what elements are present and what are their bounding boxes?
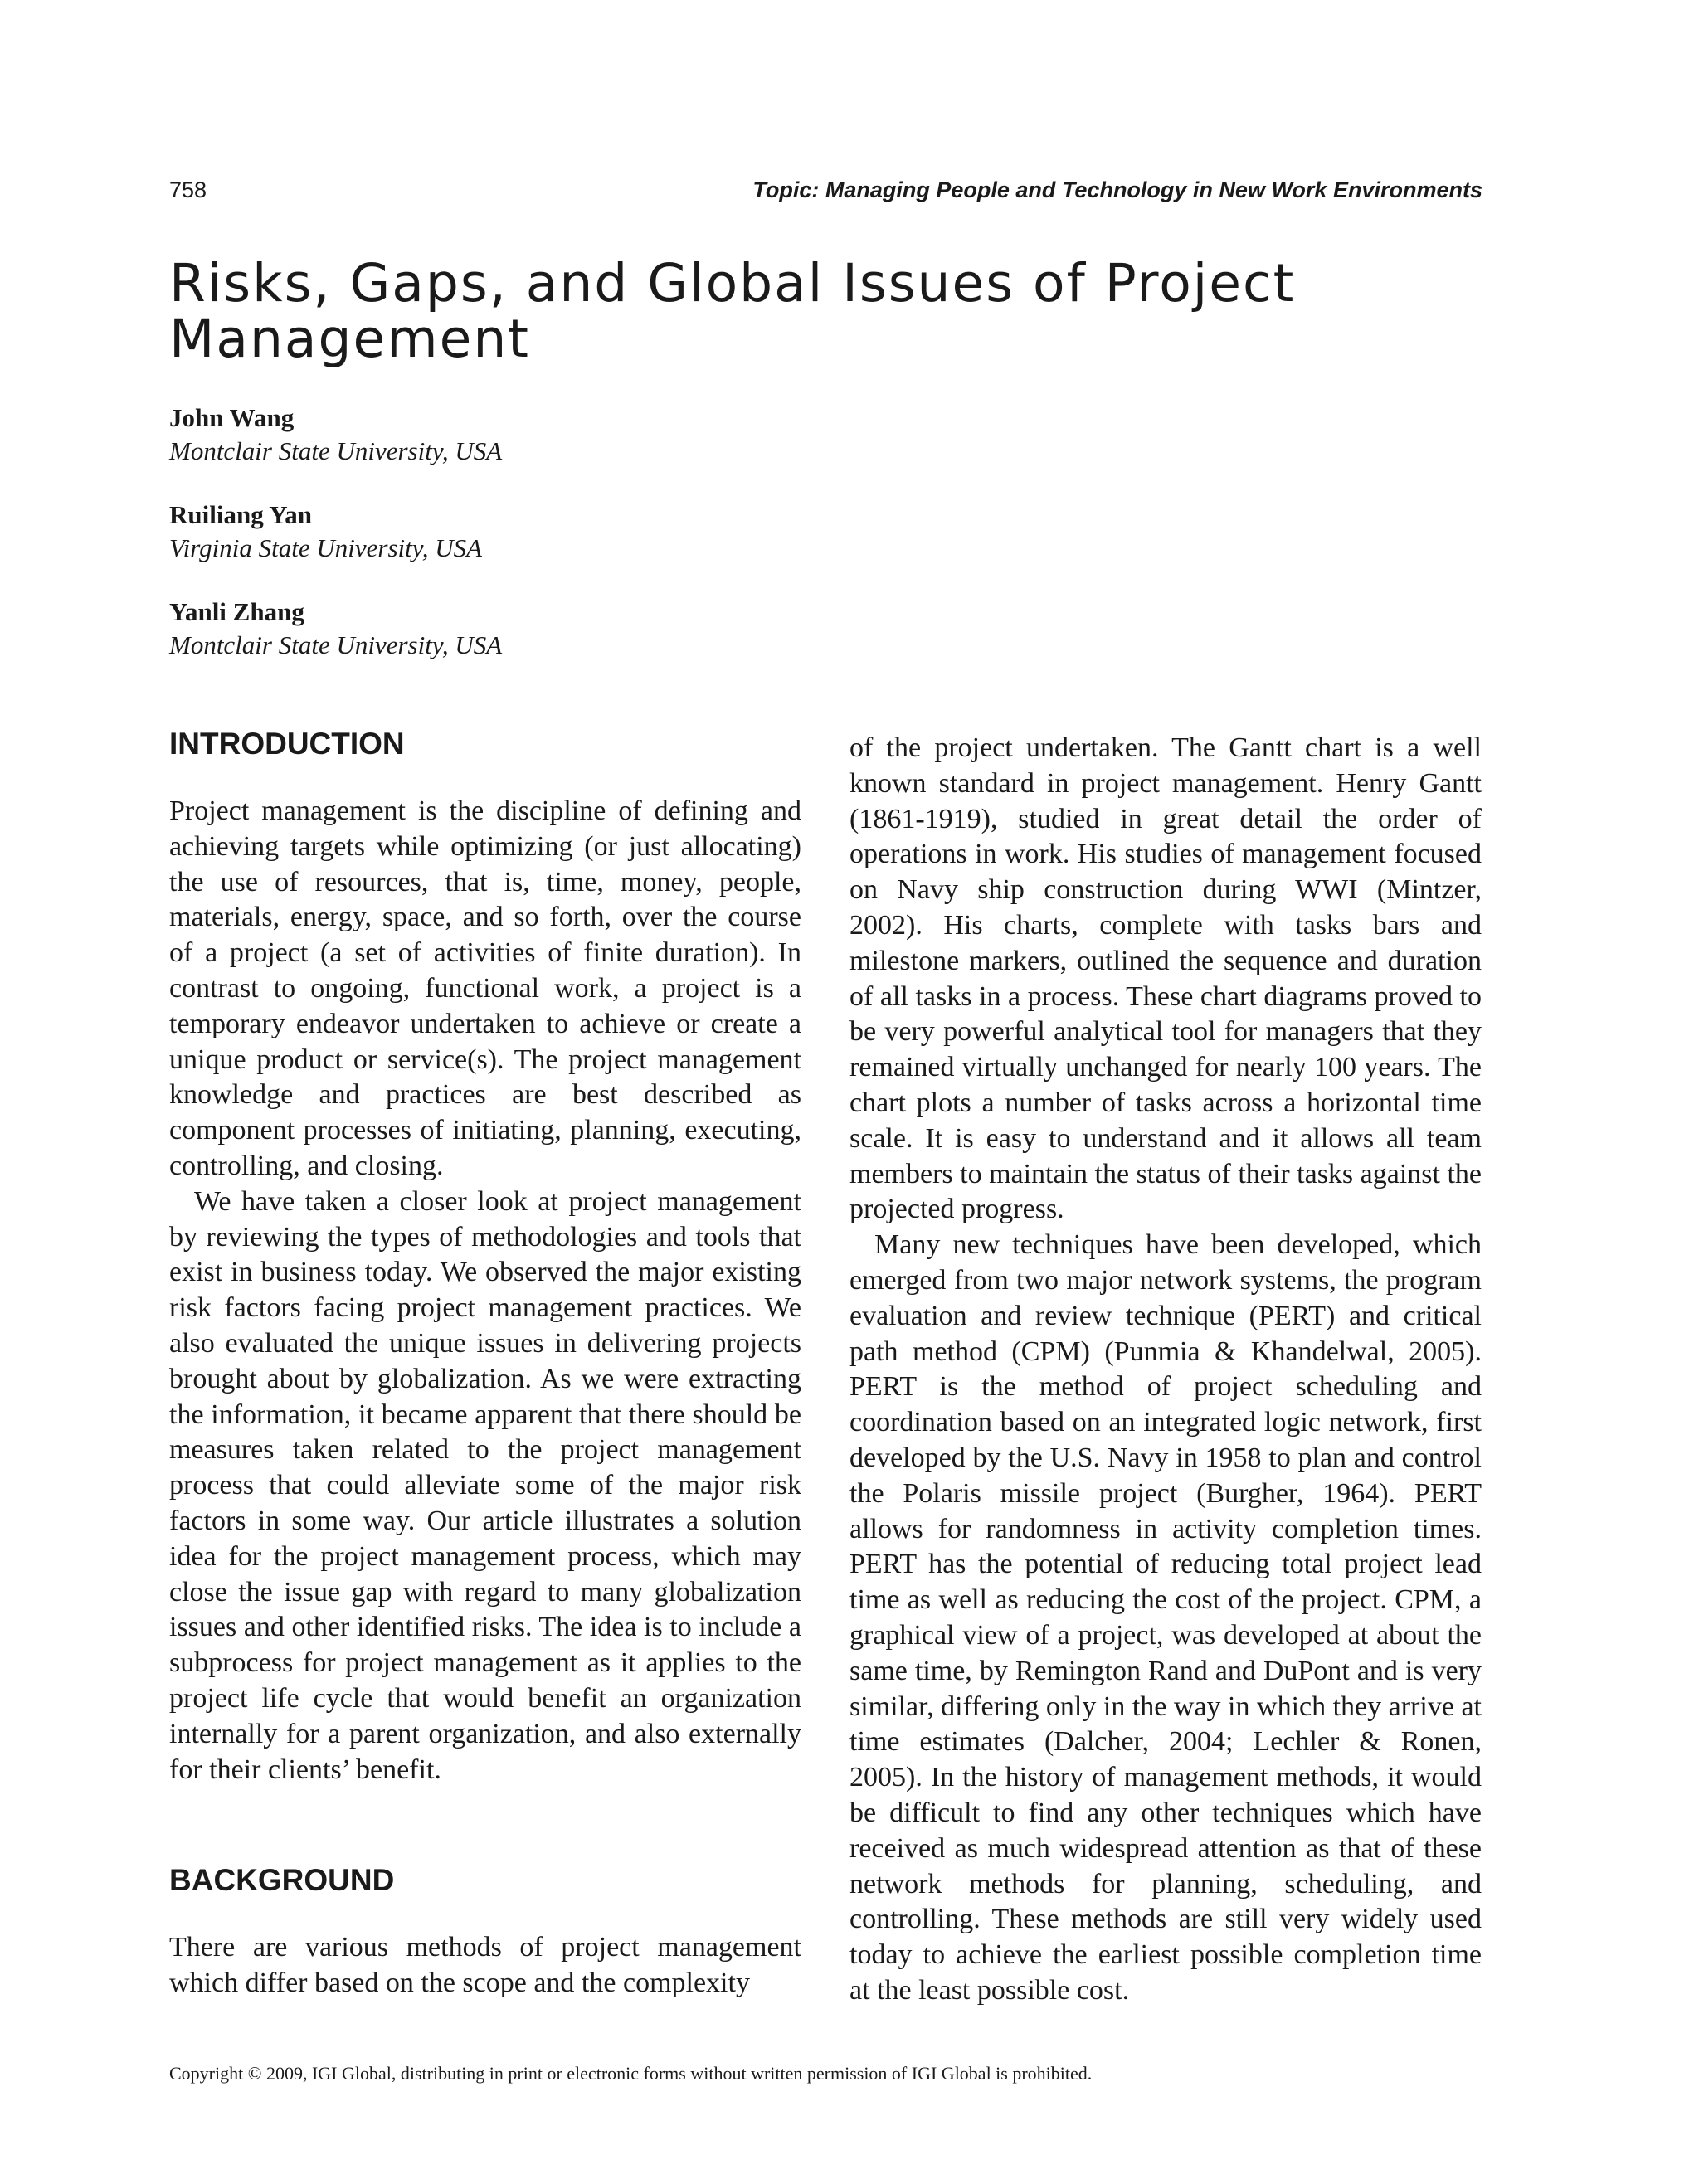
article-title: Risks, Gaps, and Global Issues of Project Management	[169, 253, 1296, 369]
author-list	[169, 401, 916, 693]
author-name: John Wang	[169, 403, 295, 432]
author-affiliation: Virginia State University, USA	[169, 533, 483, 562]
background-paragraph: of the project undertaken. The Gantt chart is a well known standard in project management. Henry Gantt (1861-1919), studied in great detail the order of operations in work. His studies of management focused on Navy ship construction during WWI (Mintzer, 2002). His charts, complete with tasks bars and milestone markers, outlined the sequence and duration of all tasks in a process. These chart diagrams proved to be very powerful analytical tool for managers that they remained virtually unchanged for nearly 100 years. The chart plots a number of tasks across a horizontal time scale. It is easy to understand and it allows all team members to maintain the status of their tasks against the projected progress.	[850, 732, 1482, 1225]
right-column	[850, 731, 1482, 2009]
background-heading: BACKGROUND	[169, 1863, 395, 1898]
copyright-notice: Copyright © 2009, IGI Global, distributing in print or electronic forms without written permission of IGI Global is prohibited.	[169, 2063, 1093, 2084]
author-affiliation: Montclair State University, USA	[169, 436, 503, 465]
background-paragraph: Many new techniques have been developed, which emerged from two major network systems, the program evaluation and review technique (PERT) and critical path method (CPM) (Punmia & Khandelwal, 2005). PERT is the method of project scheduling and coordination based on an integrated logic network, first developed by the U.S. Navy in 1958 to plan and control the Polaris missile project (Burgher, 1964). PERT allows for randomness in activity completion times. PERT has the potential of reducing total project lead time as well as reducing the cost of the project. CPM, a graphical view of a project, was developed at about the same time, by Remington Rand and DuPont and is very similar, differing only in the way in which they arrive at time estimates (Dalcher, 2004; Lechler & Ronen, 2005). In the history of management methods, it would be difficult to find any other techniques which have received as much widespread attention as that of these network methods for planning, scheduling, and controlling. These methods are still very widely used today to achieve the earliest possible completion time at the least possible cost.	[850, 1229, 1482, 2006]
introduction-heading: INTRODUCTION	[169, 727, 405, 761]
left-column	[169, 726, 801, 2002]
author-affiliation: Montclair State University, USA	[169, 630, 503, 659]
author-block	[169, 499, 916, 565]
running-head: Topic: Managing People and Technology in New Work Environments	[752, 178, 1482, 202]
author-name: Yanli Zhang	[169, 597, 304, 626]
page-number: 758	[169, 178, 207, 202]
introduction-paragraph: Project management is the discipline of defining and achieving targets while optimizing (or just allocating) the use of resources, that is, time, money, people, materials, energy, space, and so forth, over the course of a project (a set of activities of finite duration). In contrast to ongoing, functional work, a project is a temporary endeavor undertaken to achieve or create a unique product or service(s). The project management knowledge and practices are best described as component processes of initiating, planning, executing, controlling, and closing.	[169, 795, 801, 1181]
introduction-paragraph: We have taken a closer look at project management by reviewing the types of methodologies and tools that exist in business today. We observed the major existing risk factors facing project management practices. We also evaluated the unique issues in delivering projects brought about by globalization. As we were extracting the information, it became apparent that there should be measures taken related to the project management process that could alleviate some of the major risk factors in some way. Our article illustrates a solution idea for the project management process, which may close the issue gap with regard to many globalization issues and other identified risks. The idea is to include a subprocess for project management as it applies to the project life cycle that would benefit an organization internally for a parent organization, and also externally for their clients’ benefit.	[169, 1185, 801, 1785]
background-paragraph: There are various methods of project management which differ based on the scope and the complexity	[169, 1932, 801, 1999]
author-block	[169, 596, 916, 662]
author-name: Ruiliang Yan	[169, 500, 312, 529]
author-block	[169, 401, 916, 468]
